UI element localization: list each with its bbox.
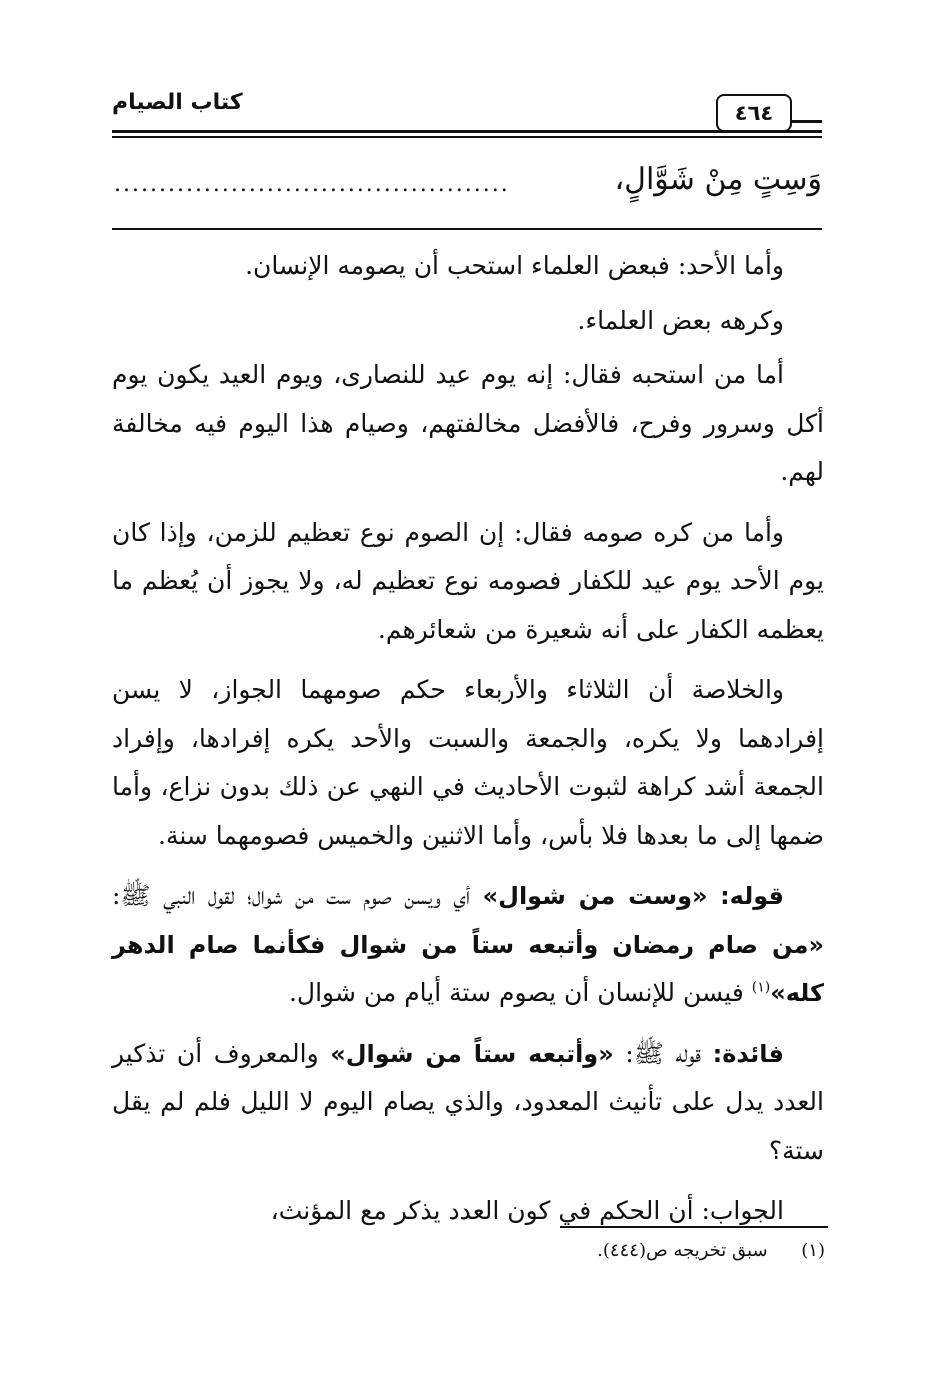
paragraph-4: وأما من كره صومه فقال: إن الصوم نوع تعظيم للزمن، وإذا كان يوم الأحد يوم عيد للكفار فصومه نوع تعظيم له، ولا يجوز أن يُعظم ما يعظمه الكفار على أنه شعيرة من شعائرهم. xyxy=(112,517,824,644)
para6-quote: «وست من شوال» xyxy=(482,882,708,910)
header-tick xyxy=(792,120,822,123)
para6-label: قوله: xyxy=(720,882,784,910)
book-title: كتاب الصيام xyxy=(112,90,243,115)
page-body xyxy=(112,242,824,1248)
paragraph-7 xyxy=(112,1030,824,1176)
matn-text: وَسِتٍ مِنْ شَوَّالٍ، xyxy=(614,162,822,197)
para7-label: فائدة: xyxy=(712,1039,784,1068)
header-rule xyxy=(112,130,822,133)
para7-text2: والمعروف أن تذكير العدد يدل على تأنيث المعدود، والذي يصام اليوم لا الليل فلم لم يقل ستة؟ xyxy=(112,1038,824,1165)
matn-rule xyxy=(112,228,822,230)
paragraph-5: والخلاصة أن الثلاثاء والأربعاء حكم صومهما الجواز، لا يسن إفرادهما ولا يكره، والجمعة والسبت والأحد يكره إفرادها، وإفراد الجمعة أشد كراهة لثبوت الأحاديث في النهي عن ذلك بدون نزاع، وأما ضمها إلى ما بعدها فلا بأس، وأما الاثنين والخميس فصومهما سنة. xyxy=(112,675,824,850)
paragraph-1: وأما الأحد: فبعض العلماء استحب أن يصومه الإنسان. xyxy=(245,251,784,280)
header-rule-thin xyxy=(112,136,822,138)
paragraph-8: الجواب: أن الحكم في كون العدد يذكر مع المؤنث، xyxy=(270,1196,784,1225)
matn-dots: ............................................ xyxy=(114,172,510,197)
paragraph-6 xyxy=(112,872,824,1018)
footnote-number: (١) xyxy=(801,1240,825,1261)
para7-text1: قوله ﷺ: xyxy=(613,1038,713,1068)
page-header xyxy=(112,86,822,146)
page-number: ٤٦٤ xyxy=(716,94,792,132)
para7-quote: «وأتبعه ستاً من شوال» xyxy=(330,1039,614,1068)
paragraph-2: وكرهه بعض العلماء. xyxy=(577,305,784,335)
para6-text1: أي ويسن صوم ست من شوال؛ لقول النبي ﷺ: xyxy=(112,881,483,910)
hadith-text: «من صام رمضان وأتبعه ستاً من شوال فكأنما صام الدهر كله» xyxy=(112,930,824,1007)
para6-text2: فيسن للإنسان أن يصوم ستة أيام من شوال. xyxy=(288,978,752,1007)
footnote xyxy=(597,1240,825,1261)
matn-line xyxy=(112,158,822,218)
footnote-ref: (١) xyxy=(751,979,771,996)
footnote-text: سبق تخريجه ص(٤٤٤). xyxy=(597,1240,768,1261)
paragraph-3: أما من استحبه فقال: إنه يوم عيد للنصارى، ويوم العيد يكون يوم أكل وسرور وفرح، فالأفضل مخالفتهم، وصيام هذا اليوم فيه مخالفة لهم. xyxy=(112,360,824,486)
footnote-rule xyxy=(560,1226,828,1228)
